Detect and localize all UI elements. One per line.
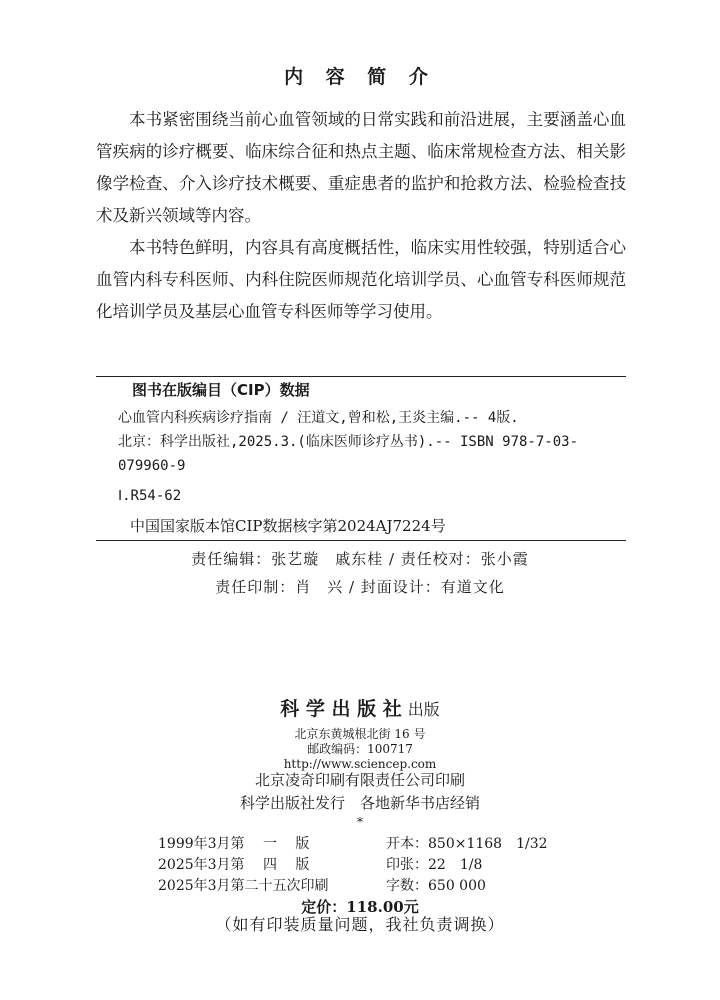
intro-paragraph-1: 本书紧密围绕当前心血管领域的日常实践和前沿进展，主要涵盖心血管疾病的诊疗概要、临床综合征和热点主题、临床常规检查方法、相关影像学检查、介入诊疗技术概要、重症患者的监护和抢救方法、检验检查技术及新兴领域等内容。	[96, 110, 626, 225]
distribution-line: 科学出版社发行 各地新华书店经销	[239, 794, 480, 812]
star-separator: *	[357, 815, 363, 829]
quality-note: （如有印装质量问题，我社负责调换）	[215, 915, 505, 934]
intro-paragraph-2: 本书特色鲜明，内容具有高度概括性，临床实用性较强，特别适合心血管内科专科医师、内科住院医师规范化培训学员、心血管专科医师规范化培训学员及基层心血管专科医师等学习使用。	[96, 238, 626, 321]
publisher-name-text: 科 学 出 版 社	[280, 698, 402, 720]
page-title: 内 容 简 介	[284, 66, 436, 88]
cip-record-number: 中国国家版本馆CIP数据核字第2024AJ7224号	[130, 517, 446, 535]
price: 定价：118.00元	[301, 898, 419, 916]
edition-row-left: 1999年3月第 一 版	[158, 836, 310, 852]
edition-row-right: 印张：22 1/8	[386, 857, 483, 873]
cip-bottom-rule	[96, 540, 626, 541]
cip-line-3: 079960-9	[118, 458, 186, 474]
cip-classification: Ⅰ.R54-62	[118, 488, 182, 504]
cip-title: 图书在版编目（CIP）数据	[132, 381, 310, 399]
cip-block	[118, 378, 626, 508]
edition-row-right: 字数：650 000	[386, 878, 486, 894]
printer-line: 北京凌奇印刷有限责任公司印刷	[254, 771, 465, 789]
publisher-website: http://www.sciencep.com	[283, 757, 437, 771]
cip-line-2: 北京：科学出版社,2025.3.(临床医师诊疗丛书).-- ISBN 978-7-03-	[118, 434, 579, 450]
staff-line-2: 责任印制：肖 兴 / 封面设计：有道文化	[215, 578, 505, 596]
publisher-address: 北京东黄城根北街 16 号	[294, 727, 426, 741]
intro-text	[96, 104, 626, 328]
publisher-suffix: 出版	[407, 700, 440, 719]
edition-row-right: 开本：850×1168 1/32	[386, 836, 548, 852]
staff-line-1: 责任编辑：张艺璇 戚东桂 / 责任校对：张小霞	[191, 550, 529, 568]
edition-row-left: 2025年3月第 四 版	[158, 857, 310, 873]
publisher-postcode: 邮政编码：100717	[307, 742, 413, 756]
edition-row-left: 2025年3月第二十五次印刷	[158, 878, 329, 894]
publisher-name	[0, 694, 720, 721]
cip-line-1: 心血管内科疾病诊疗指南 / 汪道文,曾和松,王炎主编.-- 4版.	[118, 410, 519, 426]
cip-top-rule	[96, 376, 626, 377]
